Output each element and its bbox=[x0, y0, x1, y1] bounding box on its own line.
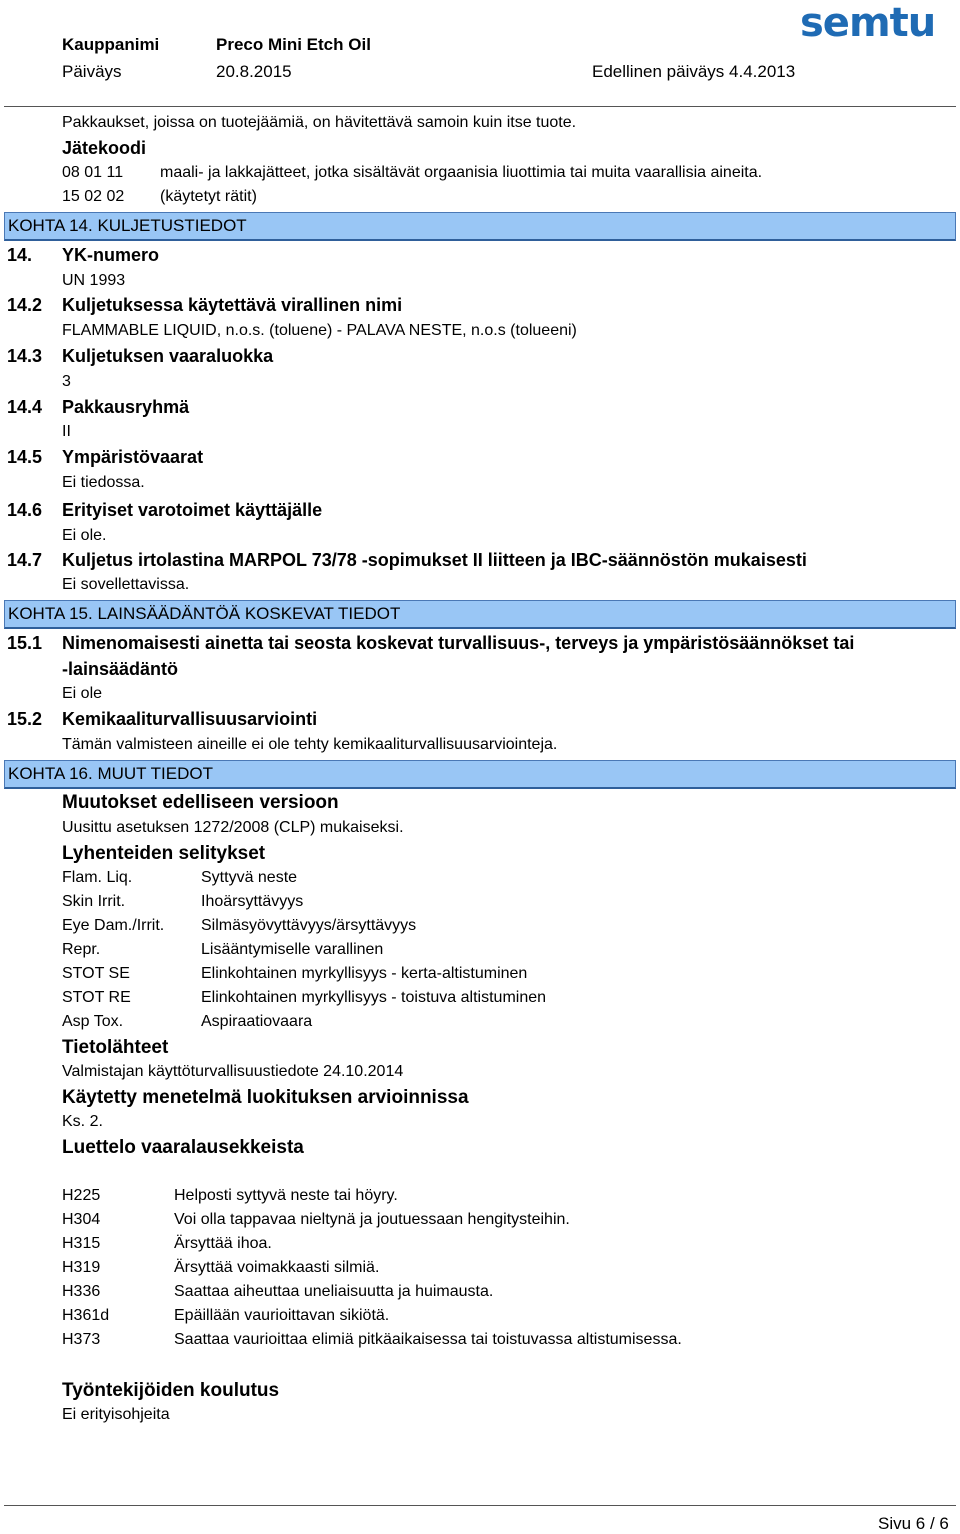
item-value: UN 1993 bbox=[62, 272, 126, 289]
abbr-term: STOT SE bbox=[62, 965, 130, 982]
item-title-environmental: Ympäristövaarat bbox=[62, 447, 204, 467]
item-number: 14. bbox=[7, 245, 33, 265]
previous-date-label: Edellinen päiväys bbox=[592, 62, 725, 81]
section-14-title: KOHTA 14. KULJETUSTIEDOT bbox=[8, 216, 247, 235]
date-label: Päiväys bbox=[62, 62, 122, 81]
h-code: H361d bbox=[62, 1307, 110, 1324]
abbr-meaning: Elinkohtainen myrkyllisyys - toistuva altistuminen bbox=[201, 989, 547, 1006]
abbr-term: Skin Irrit. bbox=[62, 893, 126, 910]
item-number: 15.2 bbox=[7, 709, 43, 729]
abbr-term: Eye Dam./Irrit. bbox=[62, 917, 165, 934]
waste-code: 15 02 02 bbox=[62, 188, 125, 205]
abbr-meaning: Lisääntymiselle varallinen bbox=[201, 941, 384, 958]
abbr-term: Asp Tox. bbox=[62, 1013, 124, 1030]
item-title-un-number: YK-numero bbox=[62, 245, 160, 265]
training-title: Työntekijöiden koulutus bbox=[62, 1380, 280, 1401]
item-title-precautions: Erityiset varotoimet käyttäjälle bbox=[62, 500, 323, 520]
date-value: 20.8.2015 bbox=[216, 62, 292, 81]
item-number: 14.7 bbox=[7, 550, 43, 570]
footer-divider bbox=[4, 1505, 956, 1506]
hazard-statements-title: Luettelo vaaralausekkeista bbox=[62, 1137, 304, 1158]
waste-code-row bbox=[62, 164, 123, 182]
regulations-title-line1: Nimenomaisesti ainetta tai seosta koskevat turvallisuus-, terveys ja ympäristösäännökset tai bbox=[62, 633, 855, 653]
item-value: Ei ole. bbox=[62, 527, 107, 544]
waste-code-text: maali- ja lakkajätteet, jotka sisältävät orgaanisia liuottimia tai muita vaarallisia aineita. bbox=[160, 164, 763, 181]
trade-name-label: Kauppanimi bbox=[62, 35, 160, 54]
abbr-meaning: Aspiraatiovaara bbox=[201, 1013, 313, 1030]
item-value: II bbox=[62, 423, 71, 440]
item-number: 14.3 bbox=[7, 346, 43, 366]
abbr-meaning: Elinkohtainen myrkyllisyys - kerta-altistuminen bbox=[201, 965, 528, 982]
abbr-term: Flam. Liq. bbox=[62, 869, 133, 886]
waste-code-title: Jätekoodi bbox=[62, 138, 147, 158]
h-text: Ärsyttää voimakkaasti silmiä. bbox=[174, 1259, 380, 1276]
sources-value: Valmistajan käyttöturvallisuustiedote 24.10.2014 bbox=[62, 1063, 404, 1080]
h-code: H373 bbox=[62, 1331, 101, 1348]
section-15-band bbox=[4, 600, 956, 629]
waste-code: 08 01 11 bbox=[62, 164, 124, 181]
item-value: 3 bbox=[62, 373, 71, 390]
packaging-note: Pakkaukset, joissa on tuotejäämiä, on hävitettävä samoin kuin itse tuote. bbox=[62, 114, 577, 131]
item-number: 14.2 bbox=[7, 295, 43, 315]
trade-name-value: Preco Mini Etch Oil bbox=[216, 35, 371, 54]
section-15-title: KOHTA 15. LAINSÄÄDÄNTÖÄ KOSKEVAT TIEDOT bbox=[8, 604, 401, 623]
abbr-term: STOT RE bbox=[62, 989, 131, 1006]
h-text: Saattaa vaurioittaa elimiä pitkäaikaisessa tai toistuvassa altistumisessa. bbox=[174, 1331, 682, 1348]
h-code: H336 bbox=[62, 1283, 101, 1300]
item-value: FLAMMABLE LIQUID, n.o.s. (toluene) - PALAVA NESTE, n.o.s (tolueeni) bbox=[62, 322, 577, 339]
abbr-meaning: Silmäsyövyttävyys/ärsyttävyys bbox=[201, 917, 417, 934]
abbreviations-title: Lyhenteiden selitykset bbox=[62, 843, 266, 864]
item-title-bulk-transport: Kuljetus irtolastina MARPOL 73/78 -sopimukset II liitteen ja IBC-säännöstön mukaisesti bbox=[62, 550, 807, 570]
h-text: Helposti syttyvä neste tai höyry. bbox=[174, 1187, 398, 1204]
item-number: 15.1 bbox=[7, 633, 43, 653]
abbr-meaning: Syttyvä neste bbox=[201, 869, 298, 886]
item-title-shipping-name: Kuljetuksessa käytettävä virallinen nimi bbox=[62, 295, 403, 315]
chemical-safety-title: Kemikaaliturvallisuusarviointi bbox=[62, 709, 318, 729]
training-value: Ei erityisohjeita bbox=[62, 1406, 170, 1423]
item-number: 14.5 bbox=[7, 447, 43, 467]
item-value: Ei sovellettavissa. bbox=[62, 576, 190, 593]
h-code: H304 bbox=[62, 1211, 101, 1228]
item-value: Ei ole bbox=[62, 685, 103, 702]
previous-date bbox=[592, 62, 795, 82]
previous-date-value: 4.4.2013 bbox=[729, 62, 796, 81]
h-text: Saattaa aiheuttaa uneliaisuutta ja huimausta. bbox=[174, 1283, 494, 1300]
waste-code-text: (käytetyt rätit) bbox=[160, 188, 257, 205]
section-14-band bbox=[4, 212, 956, 241]
h-code: H319 bbox=[62, 1259, 101, 1276]
method-title: Käytetty menetelmä luokituksen arvioinnissa bbox=[62, 1087, 469, 1108]
item-title-hazard-class: Kuljetuksen vaaraluokka bbox=[62, 346, 274, 366]
semtu-logo: semtu bbox=[800, 0, 936, 46]
h-text: Epäillään vaurioittavan sikiötä. bbox=[174, 1307, 390, 1324]
h-code: H315 bbox=[62, 1235, 101, 1252]
abbr-term: Repr. bbox=[62, 941, 101, 958]
item-value: Tämän valmisteen aineille ei ole tehty kemikaaliturvallisuusarviointeja. bbox=[62, 736, 558, 753]
item-number: 14.6 bbox=[7, 500, 43, 520]
changes-value: Uusittu asetuksen 1272/2008 (CLP) mukaiseksi. bbox=[62, 819, 404, 836]
item-title-packing-group: Pakkausryhmä bbox=[62, 397, 190, 417]
item-value: Ei tiedossa. bbox=[62, 474, 145, 491]
sources-title: Tietolähteet bbox=[62, 1037, 169, 1058]
h-text: Voi olla tappavaa nieltynä ja joutuessaan hengitysteihin. bbox=[174, 1211, 570, 1228]
abbr-meaning: Ihoärsyttävyys bbox=[201, 893, 304, 910]
h-text: Ärsyttää ihoa. bbox=[174, 1235, 272, 1252]
regulations-title-line2: -lainsäädäntö bbox=[62, 659, 179, 679]
section-16-band bbox=[4, 760, 956, 789]
method-value: Ks. 2. bbox=[62, 1113, 103, 1130]
item-number: 14.4 bbox=[7, 397, 43, 417]
h-code: H225 bbox=[62, 1187, 101, 1204]
changes-title: Muutokset edelliseen versioon bbox=[62, 792, 339, 813]
header-divider bbox=[4, 106, 956, 107]
section-16-title: KOHTA 16. MUUT TIEDOT bbox=[8, 764, 213, 783]
page-number: Sivu 6 / 6 bbox=[878, 1514, 949, 1533]
